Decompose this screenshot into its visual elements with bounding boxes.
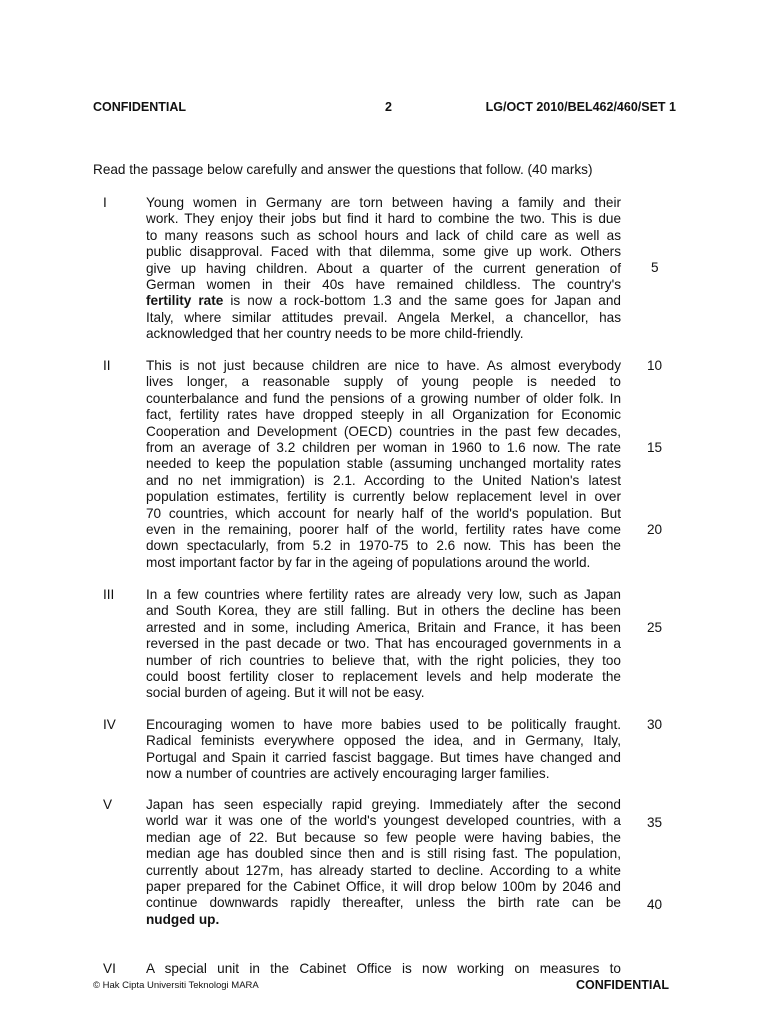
text-line: population estimates, fertility is currently below replacement level in over [146, 489, 621, 505]
text-line: Encouraging women to have more babies used to be politically fraught. [146, 717, 621, 732]
text-line: to many reasons such as school hours and lack of child care as well as [146, 227, 621, 243]
paragraph-number: VI [103, 961, 116, 976]
text-line: Cooperation and Development (OECD) countries in the past few decades, [146, 423, 621, 439]
text-line: currently about 127m, has already started to decline. According to a white [146, 862, 621, 878]
text-line: fact, fertility rates have dropped steeply in all Organization for Economic [146, 407, 621, 423]
header-confidential: CONFIDENTIAL [93, 100, 187, 114]
page-number: 2 [385, 100, 392, 114]
text-line: world war it was one of the world's youngest developed countries, with a [146, 813, 621, 829]
text-line: Young women in Germany are torn between having a family and their [146, 195, 621, 210]
text-line: public disapproval. Faced with that dilemma, some give up work. Others [146, 244, 621, 260]
text-line: reversed in the past decade or two. That has encouraged governments in a [146, 636, 621, 652]
text-line: acknowledged that her country needs to be more child-friendly. [146, 326, 524, 342]
bold-term-nudged-up: nudged up. [146, 911, 220, 927]
text-line: needed to keep the population stable (assuming unchanged mortality rates [146, 456, 621, 472]
text-fragment: is now a rock-bottom 1.3 and the same goes for Japan and [230, 293, 621, 309]
text-line: social burden of ageing. But it will not be easy. [146, 685, 425, 701]
line-number-20: 20 [647, 522, 663, 537]
text-line: arrested and in some, including America, Britain and France, it has been [146, 619, 621, 635]
text-line: down spectacularly, from 5.2 in 1970-75 to 2.6 now. This has been the [146, 538, 621, 554]
line-number-30: 30 [647, 717, 663, 732]
line-number-40: 40 [647, 897, 663, 912]
text-line: median age has doubled since then and is still rising fast. The population, [146, 846, 621, 862]
text-line: median age of 22. But because so few people were having babies, the [146, 829, 621, 845]
text-line: continue downwards rapidly thereafter, unless the birth rate can be [146, 895, 621, 911]
text-line: most important factor by far in the ageing of populations around the world. [146, 554, 591, 570]
text-line: Portugal and Spain it carried fascist baggage. But times have changed and [146, 749, 621, 765]
text-line: 70 countries, which account for nearly half of the world's population. But [146, 505, 621, 521]
text-line: number of rich countries to believe that, with the right policies, they too [146, 652, 621, 668]
text-line [146, 293, 621, 309]
text-line: A special unit in the Cabinet Office is now working on measures to [146, 961, 621, 976]
text-line: Radical feminists everywhere opposed the idea, and in Germany, Italy, [146, 733, 621, 749]
line-number-10: 10 [647, 358, 663, 373]
paragraph-number: I [103, 195, 107, 210]
line-number-5: 5 [651, 260, 659, 275]
text-line: German women in their 40s have remained childless. The country's [146, 276, 621, 292]
text-line: and no net immigration) is 2.1. According to the United Nation's latest [146, 472, 621, 488]
line-number-35: 35 [647, 815, 663, 830]
page-header [93, 100, 676, 116]
bold-term-fertility-rate: fertility rate [146, 293, 224, 309]
line-number-15: 15 [647, 440, 663, 455]
exam-code: LG/OCT 2010/BEL462/460/SET 1 [485, 100, 676, 114]
text-line: counterbalance and fund the pensions of a growing number of older folk. In [146, 390, 621, 406]
paragraph-number: III [103, 587, 115, 602]
instruction-text: Read the passage below carefully and answer the questions that follow. (40 marks) [93, 162, 593, 177]
text-line: could boost fertility closer to replacement levels and help moderate the [146, 668, 621, 684]
text-line: Italy, where similar attitudes prevail. Angela Merkel, a chancellor, has [146, 309, 621, 325]
text-line: even in the remaining, poorer half of the world, fertility rates have come [146, 521, 621, 537]
paragraph-number: II [103, 358, 111, 373]
text-line: from an average of 3.2 children per woman in 1960 to 1.6 now. The rate [146, 439, 621, 455]
text-line: and South Korea, they are still falling. But in others the decline has been [146, 603, 621, 619]
text-line: In a few countries where fertility rates are already very low, such as Japan [146, 587, 621, 602]
line-number-25: 25 [647, 620, 663, 635]
text-line: This is not just because children are nice to have. As almost everybody [146, 358, 621, 373]
text-line: lives longer, a reasonable supply of young people is needed to [146, 374, 621, 390]
text-line: paper prepared for the Cabinet Office, it will drop below 100m by 2046 and [146, 878, 621, 894]
copyright-notice: © Hak Cipta Universiti Teknologi MARA [93, 980, 259, 991]
paragraph-number: V [103, 797, 113, 812]
text-line: Japan has seen especially rapid greying. Immediately after the second [146, 797, 621, 812]
text-line: now a number of countries are actively encouraging larger families. [146, 766, 550, 782]
paragraph-number: IV [103, 717, 116, 732]
footer-confidential: CONFIDENTIAL [576, 978, 670, 992]
text-line: work. They enjoy their jobs but find it hard to combine the two. This is due [146, 211, 621, 227]
text-line: give up having children. About a quarter of the current generation of [146, 260, 621, 276]
